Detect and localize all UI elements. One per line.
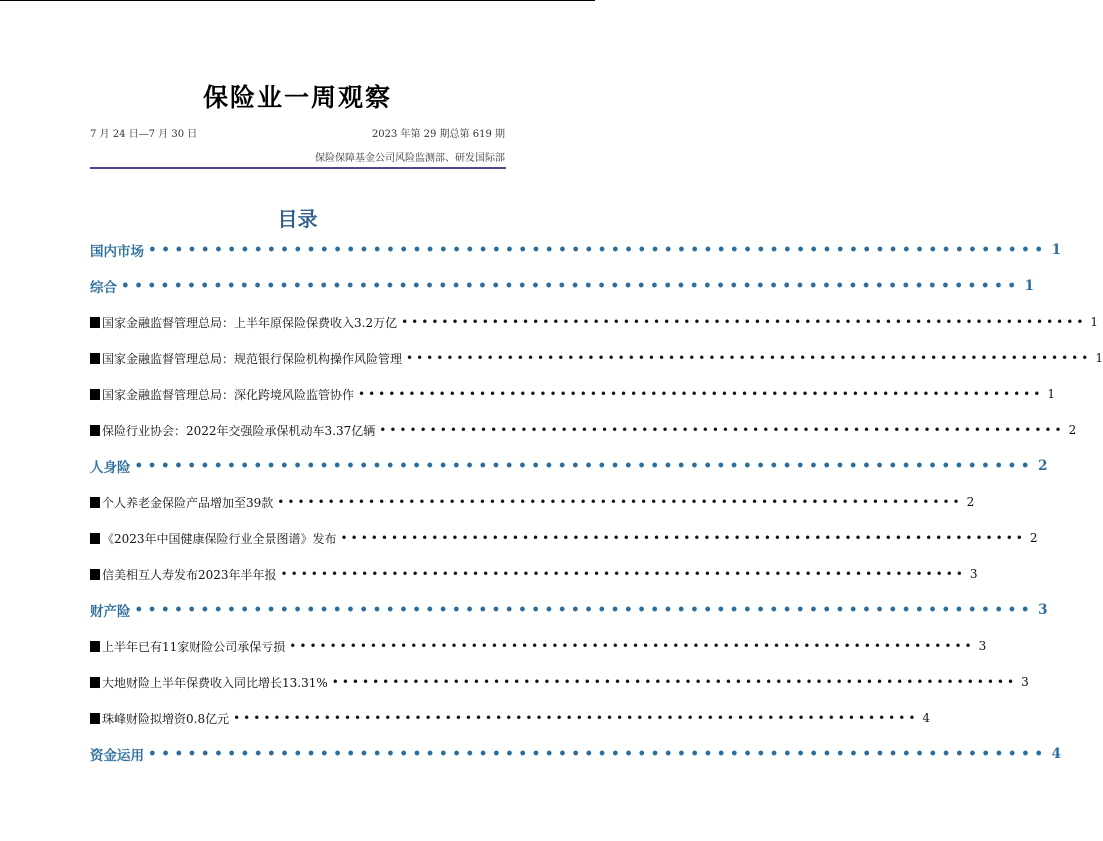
toc-page: 3: [969, 567, 978, 581]
publisher: 保险保障基金公司风险监测部、研发国际部: [315, 153, 505, 164]
leader-dots: ••••••••••••••••••••••••••••••••••••••••••••••••••••••••••••••••••••: [277, 495, 963, 509]
toc-label: 人身险: [90, 460, 131, 476]
toc-label: 个人养老金保险产品增加至39款: [90, 494, 273, 511]
toc-item[interactable]: [90, 636, 987, 656]
toc-item[interactable]: [90, 312, 1099, 332]
header-divider: [90, 167, 506, 169]
toc-page: 1: [1090, 315, 1099, 329]
square-bullet-icon: [90, 353, 100, 364]
leader-dots: ••••••••••••••••••••••••••••••••••••••••••••••••••••••••••••••••••••: [148, 242, 1048, 258]
toc-item[interactable]: [90, 708, 931, 728]
toc-section[interactable]: [90, 456, 1048, 476]
square-bullet-icon: [90, 533, 100, 544]
toc-page: 1: [1024, 278, 1034, 294]
toc-label: 国家金融监督管理总局：上半年原保险保费收入3.2万亿: [90, 314, 397, 331]
toc-label: 珠峰财险拟增资0.8亿元: [90, 710, 229, 727]
toc-item[interactable]: [90, 492, 975, 512]
toc-item[interactable]: [90, 672, 1029, 692]
leader-dots: ••••••••••••••••••••••••••••••••••••••••••••••••••••••••••••••••••••: [233, 711, 919, 725]
square-bullet-icon: [90, 713, 100, 724]
toc-item[interactable]: [90, 564, 978, 584]
toc-page: 2: [1068, 423, 1077, 437]
leader-dots: ••••••••••••••••••••••••••••••••••••••••••••••••••••••••••••••••••••: [340, 531, 1026, 545]
toc-page: 2: [1038, 458, 1048, 474]
toc-section[interactable]: [90, 276, 1034, 296]
toc-page: 4: [922, 711, 931, 725]
toc-page: 4: [1051, 746, 1061, 762]
leader-dots: ••••••••••••••••••••••••••••••••••••••••••••••••••••••••••••••••••••: [331, 675, 1018, 689]
toc-label: 财产险: [90, 604, 131, 620]
toc-title: 目录: [277, 207, 318, 231]
toc-item[interactable]: [90, 384, 1055, 404]
square-bullet-icon: [90, 425, 100, 436]
date-range: 7 月 24 日—7 月 30 日: [90, 129, 198, 140]
toc-page: 1: [1047, 387, 1055, 401]
toc-label: 资金运用: [90, 748, 144, 764]
leader-dots: ••••••••••••••••••••••••••••••••••••••••••••••••••••••••••••••••••••: [134, 458, 1035, 474]
leader-dots: ••••••••••••••••••••••••••••••••••••••••••••••••••••••••••••••••••••: [289, 639, 975, 653]
toc-page: 2: [1029, 531, 1038, 545]
top-border-line: [0, 0, 595, 1]
toc-page: 1: [1095, 351, 1103, 365]
toc-label: 《2023年中国健康保险行业全景图谱》发布: [90, 530, 337, 547]
toc-item[interactable]: [90, 528, 1038, 548]
toc-label: 国内市场: [90, 244, 144, 260]
square-bullet-icon: [90, 569, 100, 580]
toc-section[interactable]: [90, 240, 1061, 260]
leader-dots: ••••••••••••••••••••••••••••••••••••••••••••••••••••••••••••••••••••: [148, 746, 1048, 762]
toc-label: 综合: [90, 280, 117, 296]
document-title: 保险业一周观察: [202, 83, 392, 112]
square-bullet-icon: [90, 389, 100, 400]
toc-label: 保险行业协会：2022年交强险承保机动车3.37亿辆: [90, 422, 375, 439]
leader-dots: ••••••••••••••••••••••••••••••••••••••••••••••••••••••••••••••••••••: [401, 315, 1087, 329]
toc-label: 国家金融监督管理总局：深化跨境风险监管协作: [90, 386, 354, 403]
toc-label: 国家金融监督管理总局：规范银行保险机构操作风险管理: [90, 350, 402, 367]
toc-section[interactable]: [90, 600, 1048, 620]
toc-page: 3: [1021, 675, 1029, 689]
leader-dots: ••••••••••••••••••••••••••••••••••••••••••••••••••••••••••••••••••••: [280, 567, 966, 581]
leader-dots: ••••••••••••••••••••••••••••••••••••••••••••••••••••••••••••••••••••: [358, 387, 1044, 401]
square-bullet-icon: [90, 641, 100, 652]
toc-page: 3: [1038, 602, 1048, 618]
leader-dots: ••••••••••••••••••••••••••••••••••••••••••••••••••••••••••••••••••••: [134, 602, 1035, 618]
leader-dots: ••••••••••••••••••••••••••••••••••••••••••••••••••••••••••••••••••••: [379, 423, 1065, 437]
leader-dots: ••••••••••••••••••••••••••••••••••••••••••••••••••••••••••••••••••••: [406, 351, 1092, 365]
leader-dots: ••••••••••••••••••••••••••••••••••••••••••••••••••••••••••••••••••••: [121, 278, 1021, 294]
toc-label: 信美相互人寿发布2023年半年报: [90, 566, 277, 583]
toc-label: 大地财险上半年保费收入同比增长13.31%: [90, 674, 328, 691]
toc-page: 1: [1051, 242, 1061, 258]
issue-number: 2023 年第 29 期总第 619 期: [371, 129, 505, 140]
toc-item[interactable]: [90, 348, 1103, 368]
toc-page: 2: [966, 495, 975, 509]
toc-page: 3: [978, 639, 987, 653]
square-bullet-icon: [90, 677, 100, 688]
toc-section[interactable]: [90, 744, 1061, 764]
square-bullet-icon: [90, 317, 100, 328]
square-bullet-icon: [90, 497, 100, 508]
toc-label: 上半年已有11家财险公司承保亏损: [90, 638, 285, 655]
toc-item[interactable]: [90, 420, 1077, 440]
